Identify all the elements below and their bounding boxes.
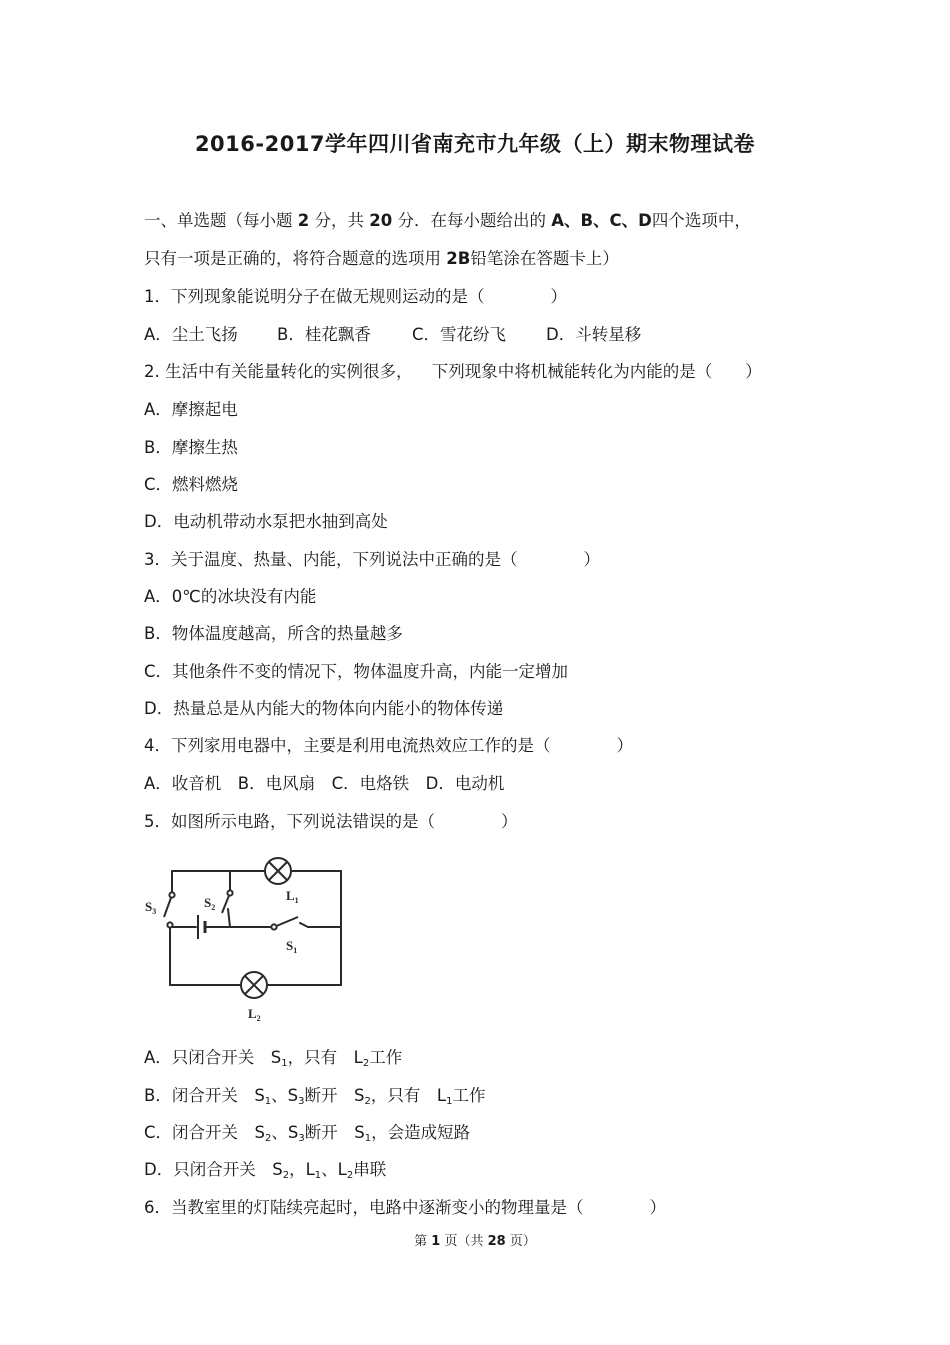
q2-option-d: D．电动机带动水泵把水抽到高处 bbox=[144, 512, 388, 531]
q3-option-d: D．热量总是从内能大的物体向内能小的物体传递 bbox=[144, 699, 504, 718]
q1-stem: 1．下列现象能说明分子在做无规则运动的是（ ） bbox=[144, 287, 567, 306]
section-header-line-2: 只有一项是正确的，将符合题意的选项用 2B铅笔涂在答题卡上） bbox=[144, 249, 619, 268]
label-l2: $L_2$ bbox=[248, 1006, 261, 1023]
switch-s3 bbox=[164, 892, 175, 927]
q3-option-c: C．其他条件不变的情况下，物体温度升高，内能一定增加 bbox=[144, 662, 569, 681]
exam-title: 2016-2017学年四川省南充市九年级（上）期末物理试卷 bbox=[194, 132, 756, 156]
label-l1: $L_1$ bbox=[286, 888, 299, 905]
lamp-l1 bbox=[265, 858, 291, 884]
q3-option-a: A．0℃的冰块没有内能 bbox=[144, 587, 317, 606]
lamp-l2 bbox=[241, 972, 267, 998]
q1-option-d: D．斗转星移 bbox=[546, 325, 642, 344]
label-s1: $S_1$ bbox=[286, 938, 298, 955]
label-s2: $S_2$ bbox=[204, 895, 216, 912]
switch-s1 bbox=[271, 917, 298, 930]
section-header-line-1: 一、单选题（每小题 2 分，共 20 分．在每小题给出的 A、B、C、D四个选项中， bbox=[144, 211, 751, 230]
q2-option-b: B．摩擦生热 bbox=[144, 438, 238, 457]
q4-options: A．收音机 B．电风扇 C．电烙铁 D．电动机 bbox=[144, 774, 505, 793]
battery-symbol bbox=[198, 915, 205, 939]
q2-option-c: C．燃料燃烧 bbox=[144, 475, 239, 494]
q6-stem: 6．当教室里的灯陆续亮起时，电路中逐渐变小的物理量是（ ） bbox=[144, 1198, 666, 1217]
page-footer: 第 1 页（共 28 页） bbox=[414, 1234, 536, 1249]
q1-option-b: B．桂花飘香 bbox=[277, 325, 371, 344]
q5-option-b: B．闭合开关 $S_1$、$S_3$断开 $S_2$，只有 $L_1$工作 bbox=[144, 1086, 486, 1107]
q3-stem: 3．关于温度、热量、内能，下列说法中正确的是（ ） bbox=[144, 550, 600, 569]
q2-option-a: A．摩擦起电 bbox=[144, 400, 238, 419]
label-s3: $S_3$ bbox=[145, 899, 157, 916]
q5-option-a: A．只闭合开关 $S_1$，只有 $L_2$工作 bbox=[144, 1048, 403, 1069]
circuit-wire-middle bbox=[170, 923, 341, 927]
q1-option-a: A．尘土飞扬 bbox=[144, 325, 238, 344]
circuit-diagram bbox=[140, 855, 360, 1030]
q3-option-b: B．物体温度越高，所含的热量越多 bbox=[144, 624, 403, 643]
q5-option-c: C．闭合开关 $S_2$、$S_3$断开 $S_1$，会造成短路 bbox=[144, 1123, 471, 1144]
q2-stem: 2. 生活中有关能量转化的实例很多， 下列现象中将机械能转化为内能的是（ ） bbox=[144, 362, 762, 381]
q4-stem: 4．下列家用电器中，主要是利用电流热效应工作的是（ ） bbox=[144, 736, 633, 755]
q5-stem: 5．如图所示电路，下列说法错误的是（ ） bbox=[144, 812, 518, 831]
q5-option-d: D．只闭合开关 $S_2$，$L_1$、$L_2$串联 bbox=[144, 1160, 387, 1181]
q1-option-c: C．雪花纷飞 bbox=[412, 325, 507, 344]
